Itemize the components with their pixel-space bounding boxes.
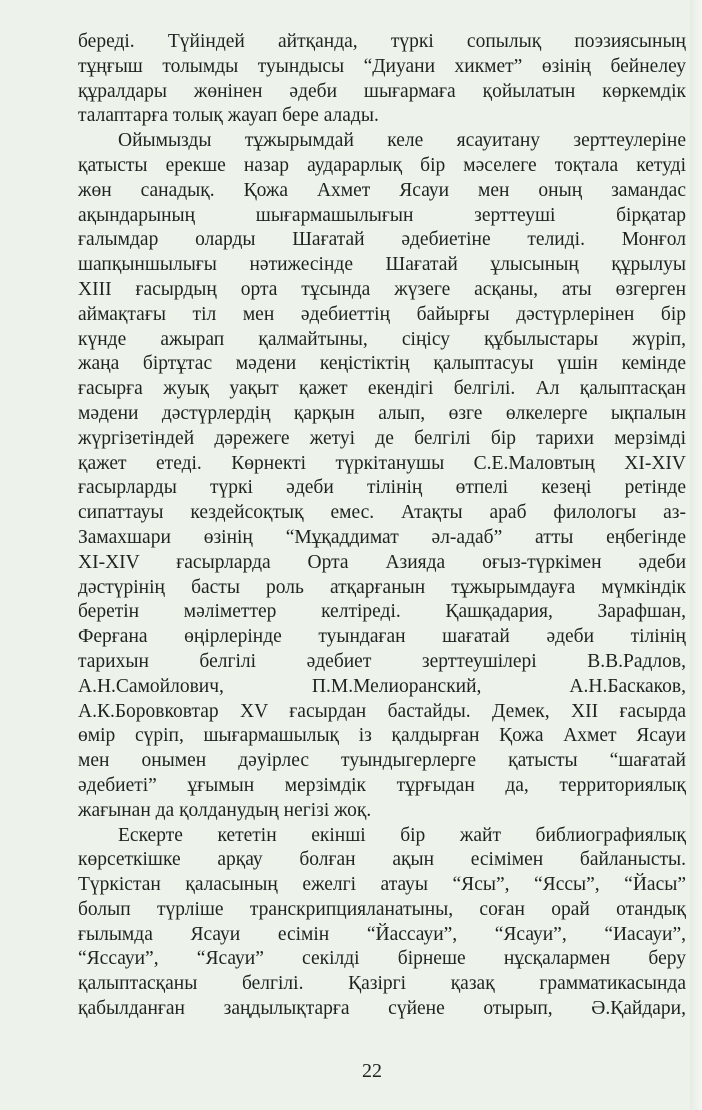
text-line: мәдени дәстүрлердің қарқын алып, өзге өлкелерге ықпалын [78,402,686,424]
text-line: береді. Түйіндей айтқанда, түркі сопылық поэзиясының [78,31,686,52]
text-line: аймақтағы тіл мен әдебиеттің байырғы дәстүрлерінен бір [78,303,686,325]
text-line: күнде ажырап қалмайтыны, сіңісу құбылыстары жүріп, [78,328,686,350]
text-line: XIII ғасырдың орта тұсында жүзеге асқаны, аты өзгерген [78,278,686,300]
text-line: қабылданған заңдылықтарға сүйене отырып, Ә.Қайдари, [78,998,686,1020]
text-line: ақындарының шығармашылығын зерттеуші бірқатар [78,204,686,226]
text-line: XI-XIV ғасырларда Орта Азияда оғыз-түркімен әдеби [78,551,686,573]
text-line: талаптарға толық жауап бере алады. [78,105,379,127]
text-line: құралдары жөнінен әдеби шығармаға қойылатын көркемдік [78,80,686,102]
text-line: қажет етеді. Көрнекті түркітанушы С.Е.Маловтың XI-XIV [78,452,686,474]
text-line: болып түрліше транскрипцияланатыны, соған орай отандық [78,898,686,920]
text-line: тарихын белгілі әдебиет зерттеушілері В.В.Радлов, [78,650,686,672]
text-line: ғасырға жуық уақыт қажет екендігі белгілі. Ал қалыптасқан [78,378,686,400]
text-line: ғылымда Ясауи есімін “Йассауи”, “Ясауи”, “Иасауи”, [78,923,686,945]
text-line: әдебиеті” ұғымын мерзімдік тұрғыдан да, территориялық [78,774,686,796]
text-line: Ескерте кететін екінші бір жайт библиографиялық [118,824,686,846]
text-line: Ферғана өңірлерінде туындаған шағатай әдеби тілінің [78,626,686,648]
page-number: 22 [362,1060,382,1082]
text-line: тұңғыш толымды туындысы “Диуани хикмет” өзінің бейнелеу [78,55,686,77]
text-line: ғасырларды түркі әдеби тілінің өтпелі кезеңі ретінде [78,477,686,499]
page-edge [690,0,702,1110]
text-line: көрсеткішке арқау болған ақын есімімен байланысты. [78,849,686,871]
text-line: мен онымен дәуірлес туындыгерлерге қатысты “шағатай [78,750,686,772]
text-line: қатысты ерекше назар аударарлық бір мәселеге тоқтала кетуді [78,154,686,176]
text-line: қалыптасқаны белгілі. Қазіргі қазақ грамматикасында [78,973,686,995]
text-line: жағынан да қолданудың негізі жоқ. [78,799,372,821]
text-line: жөн санадық. Қожа Ахмет Ясауи мен оның замандас [78,179,686,201]
text-line: ғалымдар оларды Шағатай әдебиетіне телиді. Монғол [78,229,686,251]
paragraph [78,824,686,1022]
text-line: жүргізетіндей дәрежеге жетуі де белгілі бір тарихи мерзімді [78,427,686,449]
page-body [78,30,686,1022]
paragraph [78,30,686,129]
text-line: дәстүрінің басты роль атқарғанын тұжырымдауға мүмкіндік [78,576,686,598]
text-line: шапқыншылығы нәтижесінде Шағатай ұлысының құрылуы [78,254,686,276]
paragraph [78,129,686,823]
text-line: Замахшари өзінің “Мұқаддимат әл-адаб” атты еңбегінде [78,526,686,548]
text-line: жаңа біртұтас мәдени кеңістіктің қалыптасуы үшін кемінде [78,353,686,375]
text-line: А.Н.Самойлович, П.М.Мелиоранский, А.Н.Баскаков, [78,675,686,697]
text-line: Түркістан қаласының ежелгі атауы “Ясы”, “Яссы”, “Йасы” [78,874,686,896]
text-line: Ойымызды тұжырымдай келе ясауитану зерттеулеріне [118,130,686,152]
text-line: А.К.Боровковтар XV ғасырдан бастайды. Демек, XII ғасырда [78,700,686,722]
text-line: сипаттауы кездейсоқтық емес. Атақты араб филологы аз- [78,502,686,524]
text-line: өмір сүріп, шығармашылық із қалдырған Қожа Ахмет Ясауи [78,725,686,747]
text-line: беретін мәліметтер келтіреді. Қашқадария, Зарафшан, [78,601,686,623]
text-line: “Яссауи”, “Ясауи” секілді бірнеше нұсқалармен беру [78,948,686,970]
